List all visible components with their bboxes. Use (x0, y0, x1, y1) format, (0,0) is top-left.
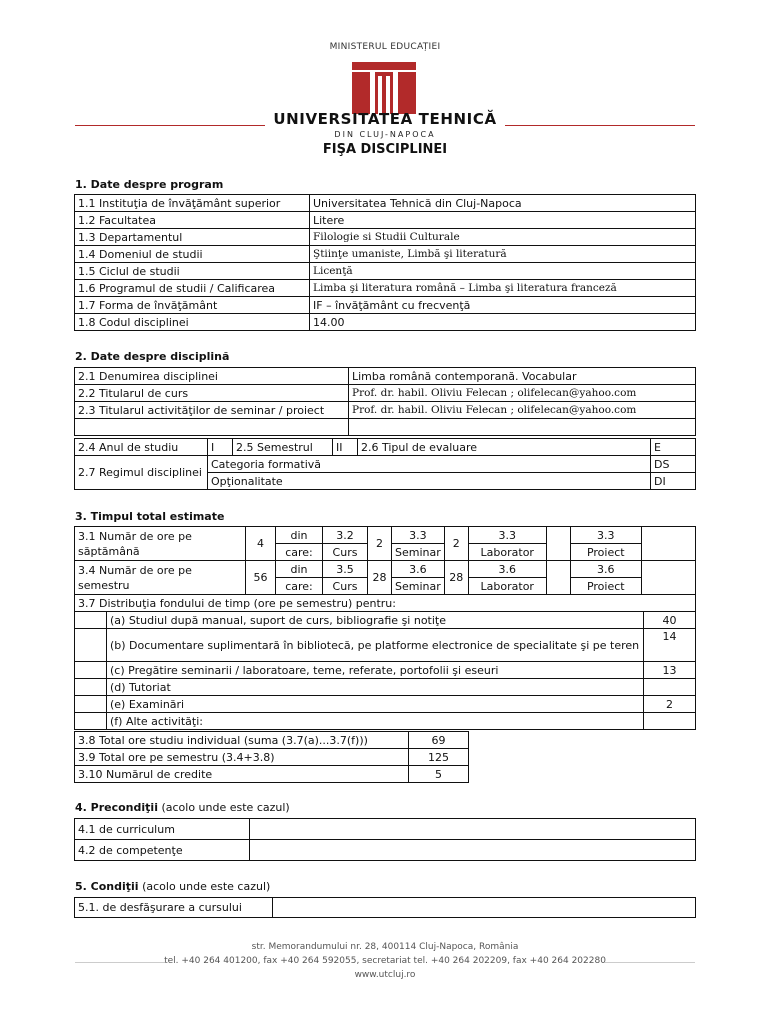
table-row (75, 819, 696, 840)
program-field-label: 1.1 Instituţia de învăţământ superior (75, 195, 310, 212)
weekly-hours-label: 3.1 Număr de ore pe săptămână (75, 527, 246, 561)
project-label: Proiect (570, 578, 641, 595)
program-field-value: Litere (310, 212, 696, 229)
lab-code-label: 3.3 (468, 527, 546, 544)
table-row (75, 561, 696, 578)
seminar-label: Seminar (392, 578, 445, 595)
program-field-label: 1.5 Ciclul de studii (75, 263, 310, 280)
distribution-e-label: (e) Examinări (107, 696, 644, 713)
section-2-title: 2. Date despre disciplină (75, 350, 230, 363)
program-field-value: Filologie si Studii Culturale (310, 229, 696, 246)
table-row (75, 263, 696, 280)
table-row (75, 456, 696, 473)
table-row (75, 229, 696, 246)
study-year-label: 2.4 Anul de studiu (75, 439, 208, 456)
seminar-code-label: 3.3 (392, 527, 445, 544)
footer-contacts: tel. +40 264 401200, fax +40 264 592055, secretariat tel. +40 264 202209, fax +40 264 202280 (164, 956, 606, 966)
distribution-b-value: 14 (644, 629, 696, 662)
semester-value: II (333, 439, 358, 456)
care-label: care: (276, 544, 323, 561)
preconditions-table (74, 818, 696, 861)
seminar-code-label: 3.6 (392, 561, 445, 578)
table-row (75, 368, 696, 385)
din-label: din (276, 527, 323, 544)
program-field-value: Limba şi literatura română – Limba şi literatura franceză (310, 280, 696, 297)
conditions-table (74, 897, 696, 918)
project-code-label: 3.3 (570, 527, 641, 544)
condition-course-label: 5.1. de desfăşurare a cursului (75, 898, 273, 918)
distribution-title: 3.7 Distribuţia fondului de timp (ore pe semestru) pentru: (75, 595, 696, 612)
discipline-name-value: Limba română contemporană. Vocabular (349, 368, 696, 385)
footer-website: www.utcluj.ro (354, 970, 416, 980)
program-field-value: Licenţă (310, 263, 696, 280)
evaluation-type-value: E (651, 439, 696, 456)
course-weekly-value: 2 (368, 527, 392, 561)
category-label: Categoria formativă (208, 456, 651, 473)
total-semester-label: 3.9 Total ore pe semestru (3.4+3.8) (75, 749, 409, 766)
table-row (75, 527, 696, 544)
distribution-c-label: (c) Pregătire seminarii / laboratoare, teme, referate, portofolii şi eseuri (107, 662, 644, 679)
table-row (75, 314, 696, 331)
discipline-details-table (74, 438, 696, 490)
course-semester-value: 28 (368, 561, 392, 595)
lab-label: Laborator (468, 544, 546, 561)
time-totals-table (74, 731, 469, 783)
distribution-a-value: 40 (644, 612, 696, 629)
document-title: FIŞA DISCIPLINEI (322, 142, 448, 157)
course-holder-label: 2.2 Titularul de curs (75, 385, 349, 402)
semester-hours-label: 3.4 Număr de ore pe semestru (75, 561, 246, 595)
credits-value: 5 (409, 766, 469, 783)
din-label: din (276, 561, 323, 578)
semester-hours-value: 56 (246, 561, 276, 595)
course-label: Curs (323, 544, 368, 561)
weekly-hours-value: 4 (246, 527, 276, 561)
university-city: DIN CLUJ-NAPOCA (334, 130, 436, 139)
project-code-label: 3.6 (570, 561, 641, 578)
table-row (75, 713, 696, 730)
table-row (75, 898, 696, 918)
program-field-label: 1.6 Programul de studii / Calificarea (75, 280, 310, 297)
table-row (75, 679, 696, 696)
table-row (75, 297, 696, 314)
lab-label: Laborator (468, 578, 546, 595)
section-4-title-text: 4. Precondiţii (75, 801, 158, 814)
course-code-label: 3.2 (323, 527, 368, 544)
course-code-label: 3.5 (323, 561, 368, 578)
table-row (75, 732, 469, 749)
footer-address: str. Memorandumului nr. 28, 400114 Cluj-Napoca, România (251, 942, 519, 952)
discipline-name-label: 2.1 Denumirea disciplinei (75, 368, 349, 385)
table-row (75, 612, 696, 629)
section-1-title: 1. Date despre program (75, 178, 224, 191)
table-row (75, 595, 696, 612)
total-individual-label: 3.8 Total ore studiu individual (suma (3.7(a)...3.7(f))) (75, 732, 409, 749)
study-year-value: I (208, 439, 233, 456)
credits-label: 3.10 Numărul de credite (75, 766, 409, 783)
table-row (75, 840, 696, 861)
distribution-d-label: (d) Tutoriat (107, 679, 644, 696)
lab-code-label: 3.6 (468, 561, 546, 578)
time-table (74, 526, 696, 595)
care-label: care: (276, 578, 323, 595)
table-row (75, 246, 696, 263)
optionality-value: DI (651, 473, 696, 490)
distribution-c-value: 13 (644, 662, 696, 679)
table-row (75, 402, 696, 419)
program-field-value: Universitatea Tehnică din Cluj-Napoca (310, 195, 696, 212)
table-row (75, 696, 696, 713)
section-4-title (75, 801, 290, 814)
section-4-title-note: (acolo unde este cazul) (157, 801, 290, 814)
program-field-value: 14.00 (310, 314, 696, 331)
distribution-e-value: 2 (644, 696, 696, 713)
section-5-title (75, 880, 270, 893)
program-field-label: 1.4 Domeniul de studii (75, 246, 310, 263)
discipline-table (74, 367, 696, 436)
seminar-holder-label: 2.3 Titularul activităţilor de seminar / proiect (75, 402, 349, 419)
table-row (75, 195, 696, 212)
course-label: Curs (323, 578, 368, 595)
seminar-weekly-value: 2 (444, 527, 468, 561)
table-row (75, 766, 469, 783)
table-row (75, 662, 696, 679)
table-row (75, 629, 696, 662)
category-value: DS (651, 456, 696, 473)
seminar-label: Seminar (392, 544, 445, 561)
regime-label: 2.7 Regimul disciplinei (75, 456, 208, 490)
precondition-curriculum-label: 4.1 de curriculum (75, 819, 250, 840)
table-row (75, 749, 469, 766)
table-row (75, 439, 696, 456)
seminar-holder-value: Prof. dr. habil. Oliviu Felecan ; olifelecan@yahoo.com (349, 402, 696, 419)
university-logo-icon (352, 62, 416, 114)
program-field-label: 1.7 Forma de învăţământ (75, 297, 310, 314)
program-field-label: 1.2 Facultatea (75, 212, 310, 229)
semester-label: 2.5 Semestrul (233, 439, 333, 456)
total-semester-value: 125 (409, 749, 469, 766)
section-5-title-text: 5. Condiţii (75, 880, 139, 893)
time-distribution-table (74, 594, 696, 730)
course-holder-value: Prof. dr. habil. Oliviu Felecan ; olifelecan@yahoo.com (349, 385, 696, 402)
table-row-empty (75, 419, 696, 436)
distribution-a-label: (a) Studiul după manual, suport de curs, bibliografie şi notiţe (107, 612, 644, 629)
university-name: UNIVERSITATEA TEHNICĂ (273, 110, 497, 128)
table-row (75, 212, 696, 229)
project-label: Proiect (570, 544, 641, 561)
precondition-competence-label: 4.2 de competenţe (75, 840, 250, 861)
total-individual-value: 69 (409, 732, 469, 749)
section-5-title-note: (acolo unde este cazul) (138, 880, 271, 893)
program-field-value: IF – învăţământ cu frecvenţă (310, 297, 696, 314)
program-table (74, 194, 696, 331)
program-field-value: Ştiinţe umaniste, Limbă şi literatură (310, 246, 696, 263)
distribution-b-label: (b) Documentare suplimentară în bibliotecă, pe platforme electronice de specialitate şi pe teren (107, 629, 644, 662)
table-row (75, 385, 696, 402)
section-3-title: 3. Timpul total estimate (75, 510, 225, 523)
optionality-label: Opţionalitate (208, 473, 651, 490)
ministry-label: MINISTERUL EDUCAȚIEI (329, 42, 441, 52)
program-field-label: 1.3 Departamentul (75, 229, 310, 246)
table-row (75, 280, 696, 297)
seminar-semester-value: 28 (444, 561, 468, 595)
program-field-label: 1.8 Codul disciplinei (75, 314, 310, 331)
distribution-f-label: (f) Alte activităţi: (107, 713, 644, 730)
evaluation-type-label: 2.6 Tipul de evaluare (358, 439, 651, 456)
